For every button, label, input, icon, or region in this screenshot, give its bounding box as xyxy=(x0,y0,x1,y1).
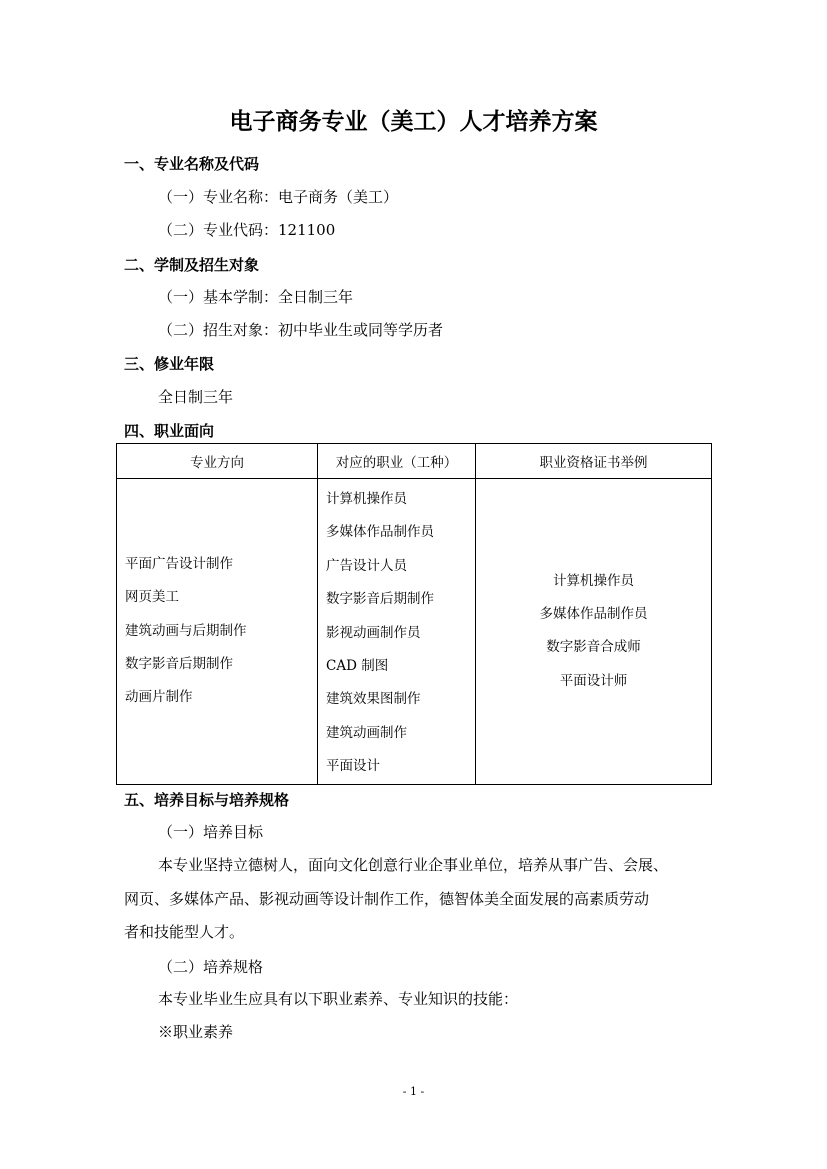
occupation-list xyxy=(326,479,475,784)
list-item: 平面设计 xyxy=(326,758,380,775)
header-certificate: 职业资格证书举例 xyxy=(476,444,712,479)
direction-list xyxy=(125,548,317,715)
list-item: 影视动画制作员 xyxy=(326,624,421,641)
study-duration-text: 全日制三年 xyxy=(158,388,234,406)
list-item: 平面广告设计制作 xyxy=(125,555,233,572)
header-occupation: 对应的职业（工种） xyxy=(318,444,476,479)
list-item: 建筑动画制作 xyxy=(326,724,407,741)
certificate-cell xyxy=(476,479,712,785)
spec-paragraph: 本专业毕业生应具有以下职业素养、专业知识的技能： xyxy=(158,990,519,1008)
section-heading-2: 二、学制及招生对象 xyxy=(124,256,260,274)
list-item: 数字影音合成师 xyxy=(546,639,641,656)
list-item: 建筑效果图制作 xyxy=(326,691,421,708)
major-code-line: （二）专业代码：121100 xyxy=(158,221,336,239)
section-heading-5: 五、培养目标与培养规格 xyxy=(124,791,290,809)
career-table-row xyxy=(117,479,712,785)
list-item: 多媒体作品制作员 xyxy=(326,524,434,541)
list-item: 网页美工 xyxy=(125,589,179,606)
occupation-cell xyxy=(318,479,476,785)
list-item: 数字影音后期制作 xyxy=(125,656,233,673)
career-table xyxy=(116,443,712,785)
goal-paragraph-line-1: 本专业坚持立德树人，面向文化创意行业企事业单位，培养从事广告、会展、 xyxy=(158,856,669,874)
section-heading-1: 一、专业名称及代码 xyxy=(124,155,260,173)
goal-paragraph-line-3: 者和技能型人才。 xyxy=(124,923,245,941)
section-heading-3: 三、修业年限 xyxy=(124,355,215,373)
document-title: 电子商务专业（美工）人才培养方案 xyxy=(229,109,598,135)
list-item: CAD 制图 xyxy=(326,658,389,675)
list-item: 动画片制作 xyxy=(125,689,193,706)
training-spec-subheading: （二）培养规格 xyxy=(158,958,264,976)
direction-cell xyxy=(117,479,318,785)
career-table-header-row xyxy=(117,444,712,479)
list-item: 多媒体作品制作员 xyxy=(539,605,648,622)
certificate-list xyxy=(476,565,711,699)
page-number: - 1 - xyxy=(402,1085,425,1098)
major-name-line: （一）专业名称：电子商务（美工） xyxy=(158,188,399,206)
training-goal-subheading: （一）培养目标 xyxy=(158,823,264,841)
list-item: 计算机操作员 xyxy=(553,572,634,589)
goal-paragraph-line-2: 网页、多媒体产品、影视动画等设计制作工作，德智体美全面发展的高素质劳动 xyxy=(124,890,650,908)
section-heading-4: 四、职业面向 xyxy=(124,422,215,440)
list-item: 数字影音后期制作 xyxy=(326,591,434,608)
professional-quality-note: ※职业素养 xyxy=(158,1023,234,1041)
schooling-system-line: （一）基本学制：全日制三年 xyxy=(158,288,354,306)
list-item: 广告设计人员 xyxy=(326,557,407,574)
list-item: 平面设计师 xyxy=(559,672,628,689)
list-item: 计算机操作员 xyxy=(326,491,407,507)
header-direction: 专业方向 xyxy=(117,444,318,479)
enrollment-target-line: （二）招生对象：初中毕业生或同等学历者 xyxy=(158,321,444,339)
list-item: 建筑动画与后期制作 xyxy=(125,622,247,639)
